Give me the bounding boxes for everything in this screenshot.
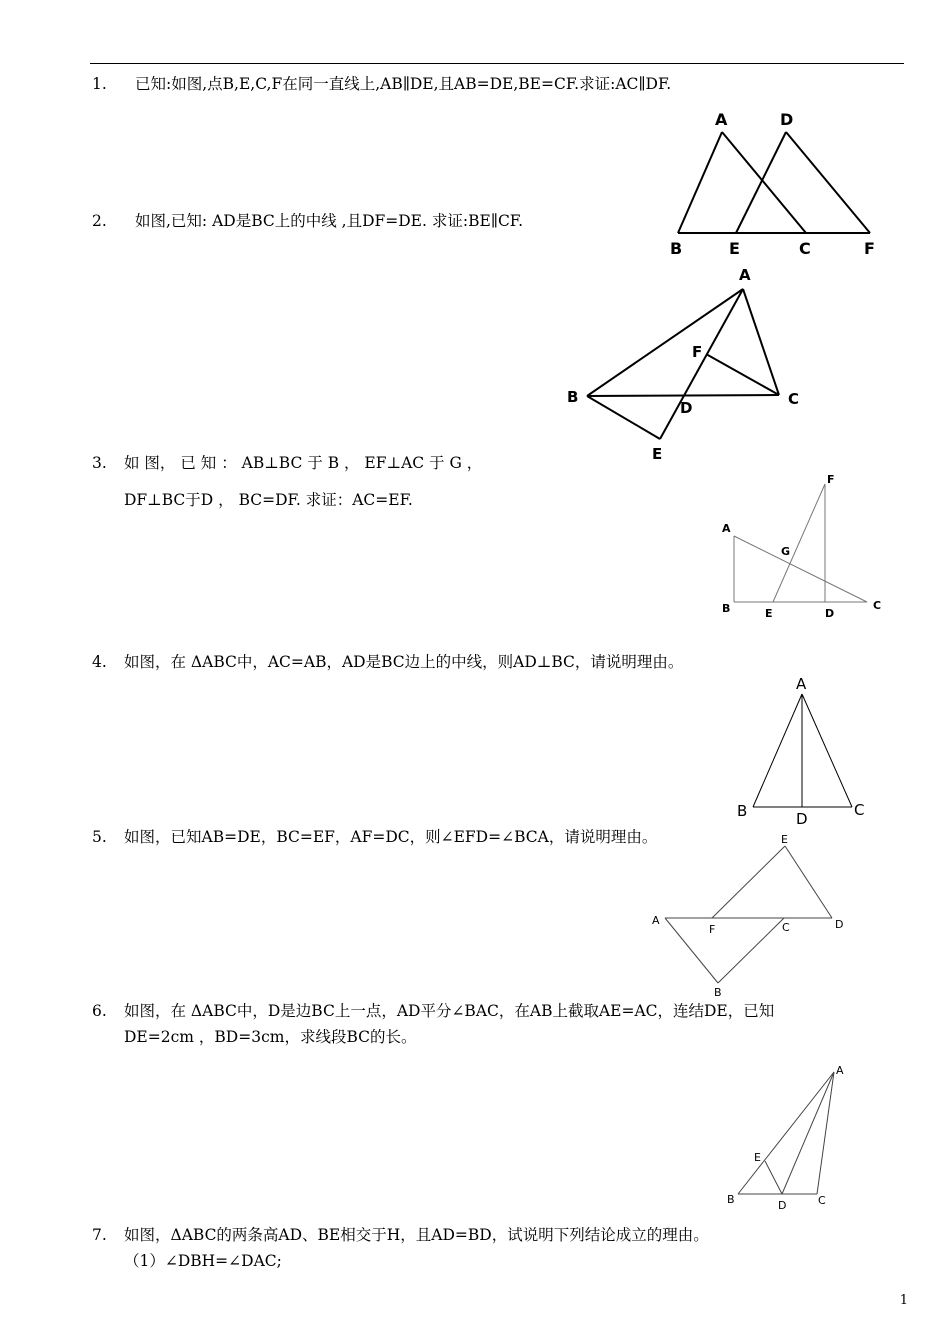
segment-ac — [802, 694, 852, 807]
label-c: C — [788, 390, 800, 408]
segment-ac — [743, 289, 779, 395]
problem-3-number: 3. — [92, 454, 107, 472]
problem-3-text-line1: 如 图， 已 知 ： AB⊥BC 于 B ， EF⊥AC 于 G ， — [124, 454, 483, 472]
label-d: D — [796, 810, 808, 828]
segment-bc — [718, 918, 784, 983]
label-a: A — [715, 110, 728, 129]
page-number: 1 — [899, 1293, 908, 1308]
label-a: A — [836, 1064, 844, 1077]
segment-ac — [722, 132, 806, 233]
segment-ad — [782, 1072, 834, 1194]
label-a: A — [722, 522, 731, 535]
problem-5-text: 如图，已知AB=DE，BC=EF，AF=DC，则∠EFD=∠BCA，请说明理由。 — [124, 828, 658, 846]
header-rule — [90, 63, 904, 64]
segment-fe — [712, 846, 785, 918]
label-e: E — [781, 833, 788, 846]
problem-7-text-line1: 如图，ΔABC的两条高AD、BE相交于H，且AD=BD，试说明下列结论成立的理由。 — [124, 1226, 709, 1244]
segment-de — [736, 132, 786, 233]
label-e: E — [652, 445, 663, 463]
label-b: B — [714, 986, 722, 999]
label-c: C — [854, 801, 865, 819]
label-a: A — [739, 266, 751, 284]
label-e: E — [765, 607, 773, 620]
label-f: F — [864, 239, 875, 258]
label-a: A — [796, 675, 807, 693]
problem-1-text: 已知:如图,点B,E,C,F在同一直线上,AB∥DE,且AB=DE,BE=CF.求证:AC∥DF. — [135, 75, 672, 93]
label-d: D — [680, 399, 693, 417]
label-f: F — [709, 923, 716, 936]
segment-ab — [753, 694, 802, 807]
figure-4-isosceles — [730, 672, 875, 832]
label-f: F — [692, 343, 703, 361]
label-b: B — [567, 388, 579, 406]
label-c: C — [818, 1194, 826, 1207]
label-c: C — [799, 239, 811, 258]
segment-ed — [785, 846, 832, 918]
label-b: B — [722, 602, 731, 615]
problem-2-number: 2. — [92, 212, 107, 230]
label-b: B — [727, 1193, 735, 1206]
figure-2-median — [560, 262, 810, 467]
segment-ab — [587, 289, 743, 396]
segment-ab — [678, 132, 722, 233]
label-e: E — [754, 1151, 761, 1164]
label-d: D — [835, 918, 844, 931]
label-b: B — [737, 802, 748, 820]
problem-6-number: 6. — [92, 1002, 107, 1020]
segment-ac — [734, 536, 867, 602]
problem-6-text-line2: DE=2cm ，BD=3cm，求线段BC的长。 — [124, 1028, 417, 1046]
problem-4-text: 如图，在 ΔABC中，AC=AB，AD是BC边上的中线，则AD⊥BC，请说明理由。 — [124, 653, 684, 671]
figure-3-perpendiculars — [715, 470, 895, 628]
label-f: F — [827, 473, 835, 486]
problem-2-text: 如图,已知: AD是BC上的中线 ,且DF=DE. 求证:BE∥CF. — [135, 212, 524, 230]
figure-1-two-triangles — [660, 100, 900, 265]
problem-4-number: 4. — [92, 653, 107, 671]
segment-fe — [773, 484, 825, 602]
segment-df — [786, 132, 870, 233]
label-c: C — [782, 921, 790, 934]
problem-3-text-line2: DF⊥BC于D ， BC=DF. 求证：AC=EF. — [124, 491, 413, 509]
label-d: D — [780, 110, 794, 129]
label-d: D — [778, 1199, 787, 1212]
segment-ae — [660, 289, 743, 439]
label-c: C — [873, 599, 882, 612]
problem-7-text-line2: （1）∠DBH=∠DAC; — [124, 1252, 282, 1270]
label-g: G — [781, 545, 791, 558]
segment-ed — [765, 1161, 782, 1194]
label-e: E — [729, 239, 740, 258]
label-b: B — [670, 239, 683, 258]
problem-7-number: 7. — [92, 1226, 107, 1244]
label-d: D — [825, 607, 835, 620]
problem-5-number: 5. — [92, 828, 107, 846]
label-a: A — [652, 914, 660, 927]
figure-5-triangles — [645, 832, 860, 1004]
figure-6-angle-bisector — [720, 1058, 860, 1218]
problem-6-text-line1: 如图，在 ΔABC中，D是边BC上一点，AD平分∠BAC，在AB上截取AE=AC，连结DE，已知 — [124, 1002, 775, 1020]
problem-1-number: 1. — [92, 75, 107, 93]
segment-be — [587, 396, 660, 439]
